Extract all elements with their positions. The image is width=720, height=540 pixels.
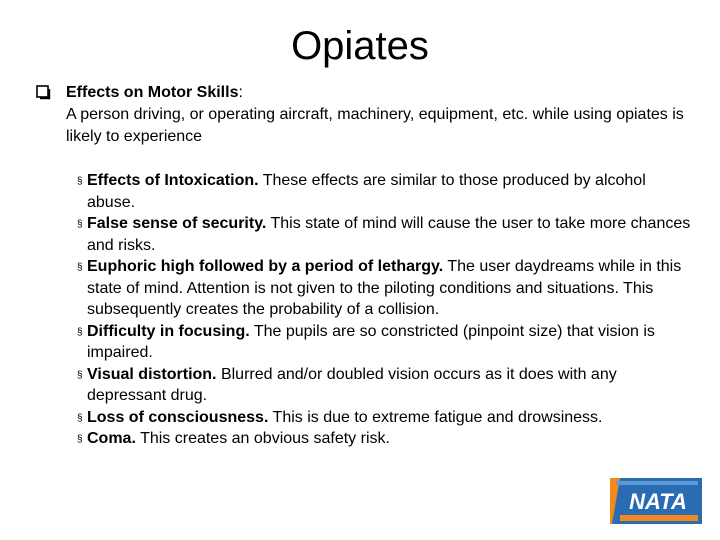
effect-text: This creates an obvious safety risk. [140,430,390,447]
effect-label: Effects of Intoxication. [87,172,259,189]
effect-text: These effects are similar to those produced by alcohol abuse. [87,172,646,211]
effect-label: Visual distortion. [87,365,217,383]
list-item [77,213,697,256]
checkbox-bullet-icon [36,85,51,100]
main-point-text: A person driving, or operating aircraft, machinery, equipment, etc. while using opiates is likely to experience [66,106,684,145]
square-bullet-icon: § [77,262,83,273]
effects-list [77,170,697,450]
main-point [36,82,696,148]
square-bullet-icon: § [77,326,83,338]
effect-label: Euphoric high followed by a period of lethargy. [87,258,444,275]
list-item [77,321,697,364]
effect-text: This is due to extreme fatigue and drowsiness. [272,408,603,426]
page-title: Opiates [291,24,429,68]
effect-text: This state of mind will cause the user to take more chances and risks. [87,215,691,254]
square-bullet-icon: § [77,219,83,230]
main-point-heading: Effects on Motor Skills [66,84,239,101]
list-item [77,428,697,450]
list-item [77,364,697,407]
list-item [77,256,697,321]
list-item [77,170,697,213]
effect-text: The user daydreams while in this state of mind. Attention is not given to the piloting conditions and situations. This subsequently creates the probability of a collision. [87,258,682,318]
effect-label: Loss of consciousness. [87,408,269,426]
square-bullet-icon: § [77,434,83,445]
effect-label: Difficulty in focusing. [87,322,250,340]
effect-label: Coma. [87,430,136,447]
nata-logo-icon [610,478,702,524]
main-point-colon: : [238,84,243,101]
effect-label: False sense of security. [87,215,267,232]
effect-text: Blurred and/or doubled vision occurs as it does with any depressant drug. [87,365,617,404]
square-bullet-icon: § [77,369,83,381]
list-item [77,407,697,429]
effect-text: The pupils are so constricted (pinpoint size) that vision is impaired. [87,322,655,361]
logo-text: NATA [629,489,687,514]
square-bullet-icon: § [77,412,83,424]
square-bullet-icon: § [77,176,83,187]
